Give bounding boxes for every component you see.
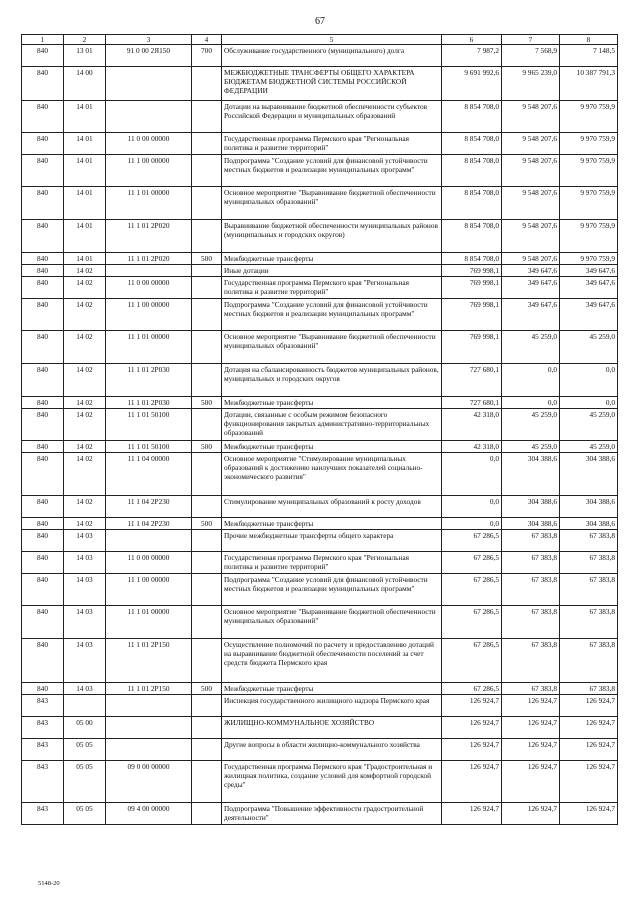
amount-year-2: 9 548 207,6: [502, 220, 560, 253]
expense-type-code: [192, 101, 222, 133]
ministry-code: 840: [22, 397, 64, 409]
target-article-code: 11 1 04 00000: [106, 453, 192, 496]
ministry-code: 840: [22, 409, 64, 441]
amount-year-3: 304 388,6: [560, 453, 618, 496]
target-article-code: 11 0 00 00000: [106, 277, 192, 299]
amount-year-3: 349 647,6: [560, 299, 618, 331]
amount-year-3: 9 970 759,9: [560, 253, 618, 265]
amount-year-1: 8 854 708,0: [442, 220, 502, 253]
table-row: [22, 552, 618, 574]
amount-year-3: 45 259,0: [560, 441, 618, 453]
ministry-code: 840: [22, 67, 64, 101]
item-name: Инспекция государственного жилищного надзора Пермского края: [222, 695, 442, 717]
table-row: [22, 364, 618, 397]
section-code: 14 02: [64, 331, 106, 364]
table-row: [22, 299, 618, 331]
column-number: 6: [442, 35, 502, 45]
amount-year-1: 8 854 708,0: [442, 187, 502, 220]
amount-year-2: 126 924,7: [502, 761, 560, 803]
amount-year-3: 9 970 759,9: [560, 133, 618, 155]
item-name: Дотации на выравнивание бюджетной обеспеченности субъектов Российской Федерации и муниципальных образований: [222, 101, 442, 133]
item-name: Обслуживание государственного (муниципального) долга: [222, 45, 442, 67]
table-row: [22, 761, 618, 803]
ministry-code: 840: [22, 155, 64, 187]
section-code: 14 01: [64, 155, 106, 187]
table-row: [22, 496, 618, 518]
item-name: ЖИЛИЩНО-КОММУНАЛЬНОЕ ХОЗЯЙСТВО: [222, 717, 442, 739]
amount-year-3: 349 647,6: [560, 277, 618, 299]
ministry-code: 840: [22, 441, 64, 453]
table-row: [22, 530, 618, 552]
amount-year-2: 349 647,6: [502, 265, 560, 277]
expense-type-code: 500: [192, 397, 222, 409]
amount-year-1: 126 924,7: [442, 761, 502, 803]
amount-year-2: 0,0: [502, 397, 560, 409]
ministry-code: 840: [22, 187, 64, 220]
target-article-code: 11 1 01 2Р020: [106, 220, 192, 253]
target-article-code: 11 1 01 00000: [106, 331, 192, 364]
item-name: Подпрограмма "Создание условий для финансовой устойчивости местных бюджетов и реализации муниципальных программ": [222, 299, 442, 331]
item-name: Межбюджетные трансферты: [222, 397, 442, 409]
item-name: Прочие межбюджетные трансферты общего характера: [222, 530, 442, 552]
column-number: 2: [64, 35, 106, 45]
section-code: 14 02: [64, 299, 106, 331]
amount-year-2: 349 647,6: [502, 277, 560, 299]
amount-year-2: 9 965 239,0: [502, 67, 560, 101]
section-code: 14 02: [64, 453, 106, 496]
expense-type-code: [192, 364, 222, 397]
item-name: Межбюджетные трансферты: [222, 683, 442, 695]
item-name: Иные дотации: [222, 265, 442, 277]
amount-year-3: 304 388,6: [560, 496, 618, 518]
page-number: 67: [315, 16, 325, 27]
target-article-code: 11 1 01 50100: [106, 409, 192, 441]
section-code: 05 05: [64, 739, 106, 761]
amount-year-2: 67 383,8: [502, 639, 560, 683]
expense-type-code: [192, 717, 222, 739]
amount-year-1: 67 286,5: [442, 574, 502, 606]
section-code: 14 00: [64, 67, 106, 101]
section-code: 14 02: [64, 277, 106, 299]
ministry-code: 840: [22, 606, 64, 639]
ministry-code: 840: [22, 101, 64, 133]
target-article-code: 11 1 01 2Р020: [106, 253, 192, 265]
section-code: 14 02: [64, 441, 106, 453]
target-article-code: 09 0 00 00000: [106, 761, 192, 803]
section-code: 14 02: [64, 496, 106, 518]
amount-year-3: 126 924,7: [560, 695, 618, 717]
item-name: Стимулирование муниципальных образований к росту доходов: [222, 496, 442, 518]
ministry-code: 840: [22, 253, 64, 265]
target-article-code: [106, 739, 192, 761]
item-name: Межбюджетные трансферты: [222, 253, 442, 265]
ministry-code: 840: [22, 331, 64, 364]
target-article-code: [106, 717, 192, 739]
ministry-code: 840: [22, 518, 64, 530]
amount-year-1: 126 924,7: [442, 695, 502, 717]
ministry-code: 840: [22, 45, 64, 67]
expense-type-code: 500: [192, 253, 222, 265]
section-code: 14 03: [64, 606, 106, 639]
amount-year-1: 769 998,1: [442, 277, 502, 299]
item-name: Основное мероприятие "Стимулирование муниципальных образований к достижению наилучших показателей социально-экономического развития": [222, 453, 442, 496]
amount-year-3: 67 383,8: [560, 683, 618, 695]
amount-year-2: 67 383,8: [502, 530, 560, 552]
target-article-code: 11 1 01 50100: [106, 441, 192, 453]
amount-year-3: 0,0: [560, 364, 618, 397]
expense-type-code: [192, 530, 222, 552]
amount-year-2: 126 924,7: [502, 739, 560, 761]
expense-type-code: [192, 133, 222, 155]
expense-type-code: 500: [192, 518, 222, 530]
amount-year-3: 10 387 791,3: [560, 67, 618, 101]
target-article-code: 09 4 00 00000: [106, 803, 192, 825]
item-name: Государственная программа Пермского края "Региональная политика и развитие территорий": [222, 133, 442, 155]
amount-year-1: 0,0: [442, 496, 502, 518]
item-name: Государственная программа Пермского края "Градостроительная и жилищная политика, создание условий для комфортной городской среды": [222, 761, 442, 803]
table-row: [22, 441, 618, 453]
expense-type-code: 500: [192, 441, 222, 453]
item-name: Осуществление полномочий по расчету и предоставлению дотаций на выравнивание бюджетной обеспеченности поселений за счет средств бюджета Пермского края: [222, 639, 442, 683]
amount-year-1: 727 680,1: [442, 364, 502, 397]
ministry-code: 840: [22, 574, 64, 606]
amount-year-1: 67 286,5: [442, 552, 502, 574]
amount-year-3: 9 970 759,9: [560, 220, 618, 253]
ministry-code: 843: [22, 695, 64, 717]
table-row: [22, 739, 618, 761]
amount-year-2: 9 548 207,6: [502, 155, 560, 187]
ministry-code: 843: [22, 739, 64, 761]
amount-year-3: 126 924,7: [560, 761, 618, 803]
amount-year-1: 8 854 708,0: [442, 133, 502, 155]
target-article-code: 11 1 01 00000: [106, 187, 192, 220]
item-name: Основное мероприятие "Выравнивание бюджетной обеспеченности муниципальных образований": [222, 331, 442, 364]
section-code: 05 05: [64, 761, 106, 803]
ministry-code: 840: [22, 364, 64, 397]
expense-type-code: [192, 552, 222, 574]
amount-year-1: 7 987,2: [442, 45, 502, 67]
amount-year-2: 67 383,8: [502, 574, 560, 606]
section-code: [64, 695, 106, 717]
section-code: 14 01: [64, 220, 106, 253]
item-name: Межбюджетные трансферты: [222, 441, 442, 453]
table-row: [22, 803, 618, 825]
amount-year-1: 67 286,5: [442, 530, 502, 552]
target-article-code: [106, 101, 192, 133]
expense-type-code: [192, 277, 222, 299]
ministry-code: 840: [22, 299, 64, 331]
target-article-code: 11 0 00 00000: [106, 133, 192, 155]
section-code: 14 01: [64, 133, 106, 155]
ministry-code: 840: [22, 453, 64, 496]
expense-type-code: [192, 220, 222, 253]
expense-type-code: [192, 409, 222, 441]
column-number: 5: [222, 35, 442, 45]
table-row: [22, 265, 618, 277]
expense-type-code: [192, 695, 222, 717]
amount-year-2: 9 548 207,6: [502, 253, 560, 265]
amount-year-3: 67 383,8: [560, 552, 618, 574]
section-code: 14 03: [64, 639, 106, 683]
ministry-code: 840: [22, 220, 64, 253]
column-number: 7: [502, 35, 560, 45]
target-article-code: 11 1 01 00000: [106, 606, 192, 639]
amount-year-2: 67 383,8: [502, 606, 560, 639]
column-number-row: [22, 35, 618, 45]
ministry-code: 843: [22, 761, 64, 803]
table-row: [22, 606, 618, 639]
amount-year-2: 0,0: [502, 364, 560, 397]
item-name: Выравнивание бюджетной обеспеченности муниципальных районов (муниципальных и городских округов): [222, 220, 442, 253]
column-number: 8: [560, 35, 618, 45]
table-row: [22, 220, 618, 253]
item-name: Межбюджетные трансферты: [222, 518, 442, 530]
ministry-code: 840: [22, 530, 64, 552]
amount-year-3: 9 970 759,9: [560, 155, 618, 187]
item-name: Основное мероприятие "Выравнивание бюджетной обеспеченности муниципальных образований": [222, 606, 442, 639]
amount-year-3: 9 970 759,9: [560, 187, 618, 220]
table-row: [22, 717, 618, 739]
expense-type-code: 700: [192, 45, 222, 67]
table-row: [22, 409, 618, 441]
target-article-code: 11 1 04 2Р230: [106, 518, 192, 530]
amount-year-1: 126 924,7: [442, 803, 502, 825]
expense-type-code: 500: [192, 683, 222, 695]
table-row: [22, 639, 618, 683]
section-code: 13 01: [64, 45, 106, 67]
item-name: Государственная программа Пермского края "Региональная политика и развитие территорий": [222, 552, 442, 574]
amount-year-1: 126 924,7: [442, 717, 502, 739]
amount-year-3: 67 383,8: [560, 530, 618, 552]
budget-table: [21, 34, 618, 825]
ministry-code: 840: [22, 639, 64, 683]
amount-year-2: 126 924,7: [502, 695, 560, 717]
amount-year-3: 349 647,6: [560, 265, 618, 277]
section-code: 14 02: [64, 265, 106, 277]
section-code: 14 02: [64, 364, 106, 397]
amount-year-1: 67 286,5: [442, 606, 502, 639]
target-article-code: 11 0 00 00000: [106, 552, 192, 574]
amount-year-3: 67 383,8: [560, 606, 618, 639]
amount-year-3: 126 924,7: [560, 739, 618, 761]
target-article-code: 11 1 00 00000: [106, 299, 192, 331]
section-code: 14 03: [64, 552, 106, 574]
table-row: [22, 187, 618, 220]
table-row: [22, 331, 618, 364]
amount-year-2: 126 924,7: [502, 803, 560, 825]
item-name: Подпрограмма "Создание условий для финансовой устойчивости местных бюджетов и реализации муниципальных программ": [222, 155, 442, 187]
table-row: [22, 695, 618, 717]
amount-year-3: 304 388,6: [560, 518, 618, 530]
section-code: 14 01: [64, 187, 106, 220]
target-article-code: 11 1 01 2Р030: [106, 397, 192, 409]
section-code: 14 01: [64, 101, 106, 133]
table-row: [22, 253, 618, 265]
amount-year-3: 0,0: [560, 397, 618, 409]
table-body: [22, 45, 618, 825]
expense-type-code: [192, 299, 222, 331]
amount-year-1: 8 854 708,0: [442, 155, 502, 187]
amount-year-1: 8 854 708,0: [442, 253, 502, 265]
amount-year-2: 9 548 207,6: [502, 187, 560, 220]
amount-year-1: 67 286,5: [442, 683, 502, 695]
amount-year-2: 67 383,8: [502, 552, 560, 574]
amount-year-1: 9 691 992,6: [442, 67, 502, 101]
table-row: [22, 155, 618, 187]
expense-type-code: [192, 574, 222, 606]
target-article-code: 11 1 01 2Р030: [106, 364, 192, 397]
amount-year-1: 0,0: [442, 453, 502, 496]
table-row: [22, 397, 618, 409]
item-name: Другие вопросы в области жилищно-коммунального хозяйства: [222, 739, 442, 761]
expense-type-code: [192, 496, 222, 518]
ministry-code: 840: [22, 683, 64, 695]
amount-year-1: 769 998,1: [442, 265, 502, 277]
ministry-code: 840: [22, 496, 64, 518]
amount-year-1: 769 998,1: [442, 331, 502, 364]
expense-type-code: [192, 803, 222, 825]
ministry-code: 840: [22, 265, 64, 277]
ministry-code: 843: [22, 717, 64, 739]
amount-year-1: 0,0: [442, 518, 502, 530]
expense-type-code: [192, 67, 222, 101]
amount-year-3: 126 924,7: [560, 717, 618, 739]
column-number: 4: [192, 35, 222, 45]
amount-year-3: 7 148,5: [560, 45, 618, 67]
footer-code: 5148-20: [38, 880, 60, 887]
amount-year-3: 67 383,8: [560, 639, 618, 683]
target-article-code: 11 1 04 2Р230: [106, 496, 192, 518]
ministry-code: 840: [22, 133, 64, 155]
ministry-code: 840: [22, 277, 64, 299]
section-code: 14 03: [64, 530, 106, 552]
column-number: 3: [106, 35, 192, 45]
item-name: Основное мероприятие "Выравнивание бюджетной обеспеченности муниципальных образований": [222, 187, 442, 220]
amount-year-2: 45 259,0: [502, 409, 560, 441]
item-name: МЕЖБЮДЖЕТНЫЕ ТРАНСФЕРТЫ ОБЩЕГО ХАРАКТЕРА БЮДЖЕТАМ БЮДЖЕТНОЙ СИСТЕМЫ РОССИЙСКОЙ ФЕДЕРАЦИИ: [222, 67, 442, 101]
table-row: [22, 67, 618, 101]
section-code: 14 02: [64, 409, 106, 441]
table-row: [22, 453, 618, 496]
column-number: 1: [22, 35, 64, 45]
amount-year-2: 45 259,0: [502, 441, 560, 453]
expense-type-code: [192, 453, 222, 496]
target-article-code: 11 1 01 2Р150: [106, 683, 192, 695]
expense-type-code: [192, 331, 222, 364]
amount-year-2: 304 388,6: [502, 453, 560, 496]
table-row: [22, 683, 618, 695]
amount-year-1: 8 854 708,0: [442, 101, 502, 133]
amount-year-2: 9 548 207,6: [502, 101, 560, 133]
amount-year-2: 349 647,6: [502, 299, 560, 331]
expense-type-code: [192, 606, 222, 639]
amount-year-1: 42 318,0: [442, 409, 502, 441]
section-code: 14 02: [64, 518, 106, 530]
amount-year-1: 126 924,7: [442, 739, 502, 761]
amount-year-2: 126 924,7: [502, 717, 560, 739]
section-code: 14 03: [64, 574, 106, 606]
table-row: [22, 277, 618, 299]
expense-type-code: [192, 761, 222, 803]
expense-type-code: [192, 155, 222, 187]
item-name: Подпрограмма "Повышение эффективности градостроительной деятельности": [222, 803, 442, 825]
amount-year-2: 304 388,6: [502, 496, 560, 518]
amount-year-3: 67 383,8: [560, 574, 618, 606]
target-article-code: [106, 530, 192, 552]
amount-year-1: 769 998,1: [442, 299, 502, 331]
item-name: Дотация на сбалансированность бюджетов муниципальных районов, муниципальных и городских округов: [222, 364, 442, 397]
expense-type-code: [192, 187, 222, 220]
section-code: 14 03: [64, 683, 106, 695]
amount-year-1: 42 318,0: [442, 441, 502, 453]
table-row: [22, 518, 618, 530]
target-article-code: [106, 695, 192, 717]
amount-year-1: 727 680,1: [442, 397, 502, 409]
expense-type-code: [192, 265, 222, 277]
item-name: Подпрограмма "Создание условий для финансовой устойчивости местных бюджетов и реализации муниципальных программ": [222, 574, 442, 606]
amount-year-3: 45 259,0: [560, 409, 618, 441]
target-article-code: [106, 67, 192, 101]
amount-year-2: 45 259,0: [502, 331, 560, 364]
table-row: [22, 133, 618, 155]
table-row: [22, 101, 618, 133]
item-name: Государственная программа Пермского края "Региональная политика и развитие территорий": [222, 277, 442, 299]
amount-year-2: 304 388,6: [502, 518, 560, 530]
amount-year-2: 67 383,8: [502, 683, 560, 695]
amount-year-2: 9 548 207,6: [502, 133, 560, 155]
amount-year-2: 7 568,9: [502, 45, 560, 67]
item-name: Дотации, связанные с особым режимом безопасного функционирования закрытых административно-территориальных образований: [222, 409, 442, 441]
ministry-code: 843: [22, 803, 64, 825]
section-code: 05 00: [64, 717, 106, 739]
amount-year-1: 67 286,5: [442, 639, 502, 683]
target-article-code: [106, 265, 192, 277]
expense-type-code: [192, 739, 222, 761]
section-code: 14 02: [64, 397, 106, 409]
table-row: [22, 574, 618, 606]
table-row: [22, 45, 618, 67]
amount-year-3: 45 259,0: [560, 331, 618, 364]
section-code: 05 05: [64, 803, 106, 825]
target-article-code: 11 1 00 00000: [106, 574, 192, 606]
expense-type-code: [192, 639, 222, 683]
target-article-code: 91 0 00 2Я150: [106, 45, 192, 67]
amount-year-3: 126 924,7: [560, 803, 618, 825]
ministry-code: 840: [22, 552, 64, 574]
target-article-code: 11 1 00 00000: [106, 155, 192, 187]
amount-year-3: 9 970 759,9: [560, 101, 618, 133]
section-code: 14 01: [64, 253, 106, 265]
target-article-code: 11 1 01 2Р150: [106, 639, 192, 683]
